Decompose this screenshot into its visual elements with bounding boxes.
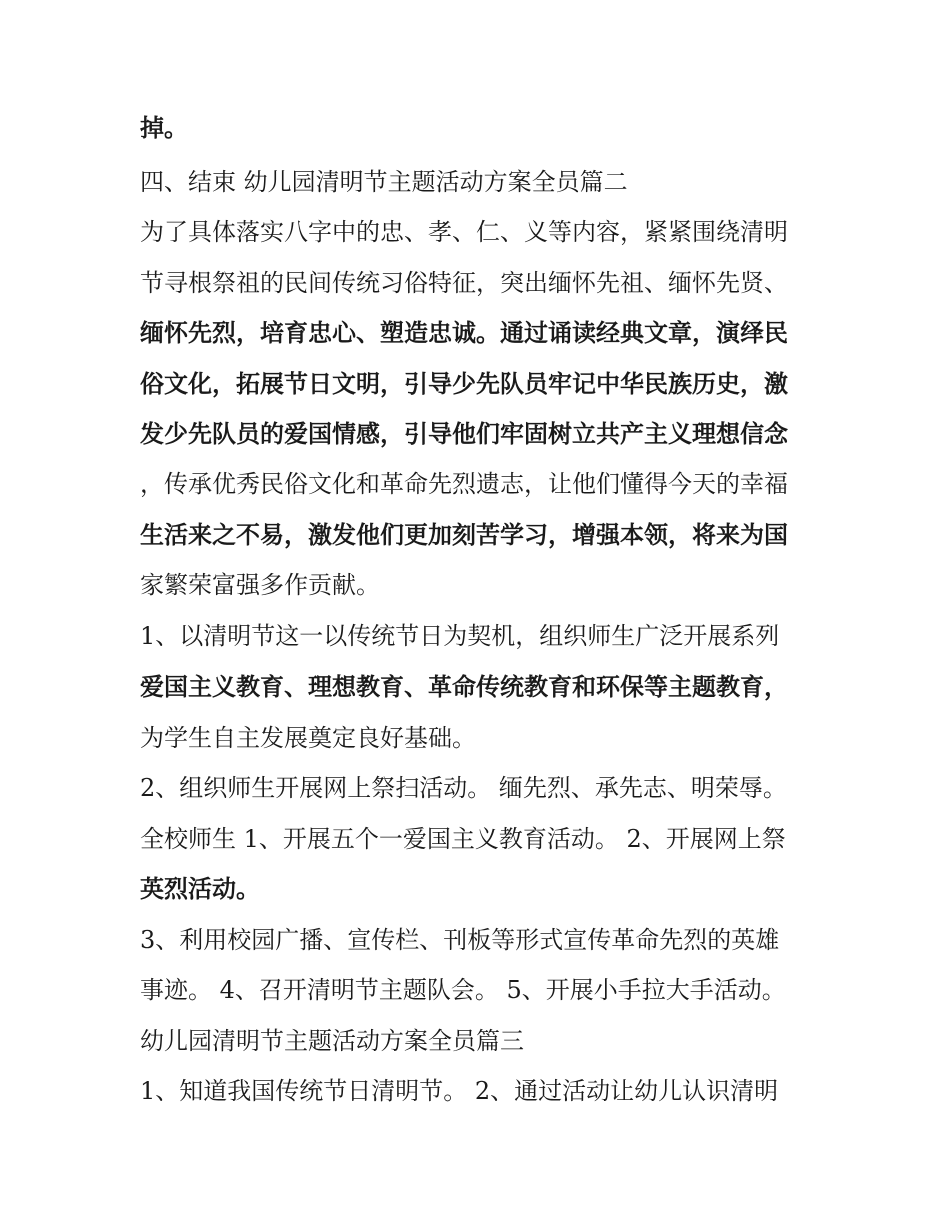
text-line: 2、组织师生开展网上祭扫活动。 缅先烈、承先志、明荣辱。 xyxy=(140,774,787,802)
text-line: 事迹。 4、召开清明节主题队会。 5、开展小手拉大手活动。 xyxy=(140,976,786,1004)
text-line: 英烈活动。 xyxy=(140,875,260,903)
text-line: 节寻根祭祖的民间传统习俗特征，突出缅怀先祖、缅怀先贤、 xyxy=(140,269,788,297)
text-line: 全校师生 1、开展五个一爱国主义教育活动。 2、开展网上祭 xyxy=(140,825,786,853)
section-heading: 幼儿园清明节主题活动方案全员篇三 xyxy=(140,1027,524,1055)
text-line: 爱国主义教育、理想教育、革命传统教育和环保等主题教育， xyxy=(140,673,788,701)
text-line: 缅怀先烈，培育忠心、塑造忠诚。通过诵读经典文章，演绎民 xyxy=(140,319,788,347)
text-line: 为了具体落实八字中的忠、孝、仁、义等内容，紧紧围绕清明 xyxy=(140,218,788,246)
section-heading: 四、结束 幼儿园清明节主题活动方案全员篇二 xyxy=(140,168,628,196)
text-line: 3、利用校园广播、宣传栏、刊板等形式宣传革命先烈的英雄 xyxy=(140,926,780,954)
text-line: 为学生自主发展奠定良好基础。 xyxy=(140,724,476,752)
text-line: ，传承优秀民俗文化和革命先烈遗志，让他们懂得今天的幸福 xyxy=(140,470,788,498)
text-line: 家繁荣富强多作贡献。 xyxy=(140,571,380,599)
text-line: 掉。 xyxy=(140,114,188,142)
text-line: 1、知道我国传统节日清明节。 2、通过活动让幼儿认识清明 xyxy=(140,1077,779,1105)
text-line: 1、以清明节这一以传统节日为契机，组织师生广泛开展系列 xyxy=(140,622,780,650)
text-line: 俗文化，拓展节日文明，引导少先队员牢记中华民族历史，激 xyxy=(140,370,788,398)
text-line: 生活来之不易，激发他们更加刻苦学习，增强本领，将来为国 xyxy=(140,521,788,549)
text-line: 发少先队员的爱国情感，引导他们牢固树立共产主义理想信念 xyxy=(140,420,788,448)
